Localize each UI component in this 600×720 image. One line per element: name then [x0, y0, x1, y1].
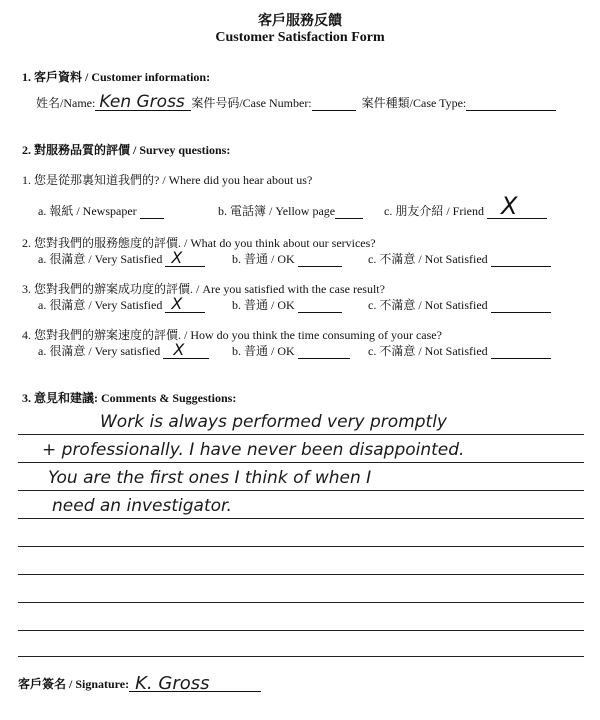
comment-line-4: need an investigator.: [52, 496, 232, 516]
option-checkbox[interactable]: [491, 345, 551, 359]
comment-rule: [18, 574, 584, 575]
question-3-option-c: [368, 296, 551, 313]
question-1-option-b: [218, 202, 363, 219]
question-4-option-c: [368, 342, 551, 359]
question-1-text: 1. 您是從那裏知道我們的? / Where did you hear about us?: [22, 173, 313, 187]
option-checkbox[interactable]: [298, 345, 350, 359]
question-2-option-a: [38, 250, 205, 267]
comment-rule: [18, 490, 584, 491]
section-customer-info-heading: 1. 客戶資料 / Customer information:: [22, 70, 211, 84]
name-field[interactable]: [95, 92, 191, 112]
question-3-option-b: [232, 296, 342, 313]
signature-label: 客戶簽名 / Signature:: [18, 677, 130, 691]
option-label: b. 普通 / OK: [232, 298, 295, 312]
question-2-text: 2. 您對我們的服務態度的評價. / What do you think about our services?: [22, 236, 376, 250]
form-title-english: Customer Satisfaction Form: [215, 30, 385, 45]
comment-rule: [18, 602, 584, 603]
option-checkbox[interactable]: [335, 205, 363, 219]
option-label: b. 普通 / OK: [232, 252, 295, 266]
option-label: b. 普通 / OK: [232, 344, 295, 358]
customer-info-row: [36, 94, 556, 111]
option-label: a. 很滿意 / Very Satisfied: [38, 298, 163, 312]
option-label: a. 很滿意 / Very Satisfied: [38, 252, 163, 266]
option-checkbox[interactable]: [491, 299, 551, 313]
comment-line-3: You are the first ones I think of when I: [48, 468, 372, 488]
option-checkbox[interactable]: [298, 253, 342, 267]
question-3-option-a: [38, 296, 205, 313]
name-value: Ken Gross: [99, 92, 185, 112]
signature-row: [18, 675, 261, 692]
section-comments-heading: 3. 意見和建議: Comments & Suggestions:: [22, 391, 237, 405]
case-type-label: 案件種類/Case Type:: [361, 96, 467, 110]
check-mark: X: [171, 294, 183, 313]
signature-field[interactable]: [129, 673, 261, 694]
question-4-option-a: [38, 342, 209, 359]
form-title-chinese: 客戶服務反饋: [258, 14, 342, 29]
comment-rule: [18, 630, 584, 631]
check-mark: X: [173, 340, 185, 359]
case-type-field[interactable]: [466, 97, 556, 111]
question-4-text: 4. 您對我們的辦案速度的評價. / How do you think the time consuming of your case?: [22, 328, 442, 342]
option-label: c. 不滿意 / Not Satisfied: [368, 298, 488, 312]
question-4-option-b: [232, 342, 350, 359]
option-label: b. 電話簿 / Yellow page: [218, 204, 336, 218]
option-checkbox[interactable]: [163, 340, 209, 359]
question-2-option-c: [368, 250, 551, 267]
option-checkbox[interactable]: [140, 205, 164, 219]
question-2-option-b: [232, 250, 342, 267]
option-checkbox[interactable]: [165, 248, 205, 267]
comment-line-1: Work is always performed very promptly: [100, 412, 447, 432]
question-1-option-c: [384, 192, 547, 220]
section-survey-heading: 2. 對服務品質的評價 / Survey questions:: [22, 143, 231, 157]
signature-value: K. Gross: [135, 673, 210, 694]
option-label: c. 不滿意 / Not Satisfied: [368, 252, 488, 266]
option-label: a. 很滿意 / Very satisfied: [38, 344, 161, 358]
question-3-text: 3. 您對我們的辦案成功度的評價. / Are you satisfied with the case result?: [22, 282, 385, 296]
case-number-field[interactable]: [312, 97, 356, 111]
comment-rule: [18, 434, 584, 435]
option-checkbox[interactable]: [491, 253, 551, 267]
comment-rule: [18, 546, 584, 547]
option-label: a. 報紙 / Newspaper: [38, 204, 137, 218]
option-checkbox[interactable]: [487, 192, 547, 220]
case-number-label: 案件号码/Case Number:: [191, 96, 312, 110]
option-checkbox[interactable]: [298, 299, 342, 313]
option-label: c. 不滿意 / Not Satisfied: [368, 344, 488, 358]
check-mark: X: [171, 248, 183, 267]
name-label: 姓名/Name:: [36, 96, 96, 110]
comment-rule: [18, 462, 584, 463]
comment-rule: [18, 656, 584, 657]
comment-line-2: + professionally. I have never been disappointed.: [42, 440, 465, 460]
option-checkbox[interactable]: [165, 294, 205, 313]
option-label: c. 朋友介紹 / Friend: [384, 204, 484, 218]
comment-rule: [18, 518, 584, 519]
check-mark: X: [501, 192, 518, 220]
question-1-option-a: [38, 202, 164, 219]
